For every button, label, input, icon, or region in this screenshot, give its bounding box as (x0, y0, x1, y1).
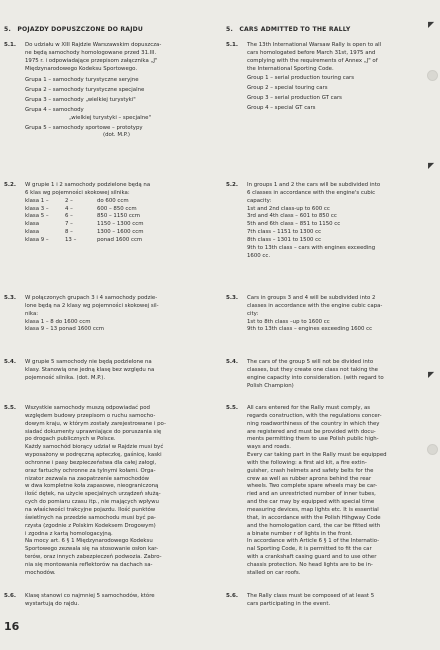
text-line: W połączonych grupach 3 i 4 samochody podzie- (25, 295, 158, 301)
text-line: measuring devices, map lights etc. It is essential (247, 506, 379, 513)
text-line: ments permitting them to use Polish public high- (247, 436, 379, 443)
text-line: All cars entered for the Rally must comply, as (247, 405, 371, 411)
text-line: 7th class – 1151 to 1300 cc (247, 229, 322, 236)
right-section-5-4 (226, 359, 434, 390)
section-number: 5.3. (226, 295, 239, 301)
text-line: regards construction, with the regulations concer- (247, 412, 382, 419)
text-line: Klasę stanowi co najmniej 5 samochodów, które (25, 593, 155, 599)
section-number: 5.5. (226, 405, 239, 411)
text-line: 6 classes in accordance with the engine's cubic (247, 189, 376, 196)
text-line: Wszystkie samochody muszą odpowiadać pod (25, 405, 150, 411)
text-line: a binate number r of lights in the front. (247, 530, 353, 537)
text-line: wyposażony w podręczną apteczkę, gaśnicę, kaski (25, 452, 162, 459)
class-row: klasa 9 – 13 – ponad 1600 ccm (25, 236, 143, 243)
text-line: nika: (25, 310, 39, 317)
text-line: 9th to 13th class – cars with engines exceeding (247, 244, 376, 251)
text-line: 1600 cc. (247, 252, 271, 259)
left-heading (4, 26, 216, 33)
text-line: The cars of the group 5 will not be divided into (247, 359, 374, 365)
group-line: Group 2 – special touring cars (247, 85, 328, 92)
text-line: chassis protection. No head lights are to be in- (247, 561, 373, 568)
text-line: cych do pomiaru czasu itp., nie mających wpływu (25, 499, 159, 506)
text-line: świetlnych na przedzie samochodu musi być pa- (25, 514, 156, 521)
page-corner-arrow-icon: ◤ (428, 161, 435, 170)
text-line: and the homologation card, the car be fitted with (247, 522, 381, 529)
text-line: oraz fartuchy ochronne za tylnymi kołami. Orga- (25, 467, 156, 474)
text-line: W grupie 5 samochody nie będą podzielone na (25, 359, 152, 365)
right-section-5-6 (226, 593, 434, 609)
right-section-5-1 (226, 42, 434, 113)
text-line: In accordance with Article 6 § 1 of the Internatio- (247, 538, 380, 545)
text-line: ways and roads. (247, 444, 291, 451)
section-number: 5.5. (4, 405, 17, 411)
right-heading (226, 26, 434, 33)
page-number: 16 (4, 620, 20, 633)
section-number: 5.4. (4, 359, 17, 365)
text-line: stalled on car roofs. (247, 569, 301, 576)
text-line: Na mocy art. 6 § 1 Międzynarodowego Kodeksu (25, 538, 153, 545)
text-line: klasa 1 – 8 do 1600 ccm (25, 318, 91, 325)
text-line: Sportowego zezwala się na stosowanie osłon kar- (25, 546, 159, 553)
text-line: ne będą samochody homologowane przed 31.III. (25, 49, 157, 56)
right-section-5-2 (226, 182, 434, 260)
text-line: ochronne i pasy bezpieczeństwa dla całej załogi, (25, 459, 157, 466)
text-line: The Rally class must be composed of at least 5 (247, 593, 375, 599)
left-heading-title: POJAZDY DOPUSZCZONE DO RAJDU (17, 26, 144, 33)
text-line: Every car taking part in the Rally must be equipped (247, 452, 387, 459)
left-section-5-1 (4, 42, 216, 140)
english-column (226, 26, 434, 607)
page-corner-arrow-icon: ◤ (428, 370, 435, 379)
text-line: siadać dokumenty uprawniające do poruszania się (25, 428, 162, 435)
text-line: klasa 9 – 13 ponad 1600 ccm (25, 326, 105, 333)
text-line: 9th to 13th class – engines exceeding 1600 cc (247, 326, 373, 333)
text-line: with a crankshaft casing guard and to use other (247, 554, 377, 561)
section-number: 5.6. (4, 593, 17, 599)
text-line: i zgodna z kartą homologacyjną. (25, 530, 113, 537)
left-section-5-2 (4, 182, 216, 245)
text-line: terów, oraz innych zabezpieczeń podwozia. Zabro- (25, 554, 162, 561)
text-line: capacity: (247, 197, 272, 204)
text-line: W grupie 1 i 2 samochody podzielone będą na (25, 182, 151, 188)
text-line: pojemność silnika. (dot. M.P.). (25, 374, 106, 381)
text-line: that, in accordance with the Polish Hihgway Code (247, 514, 381, 521)
text-line: wheels. Two complete spare wheels may be car- (247, 483, 378, 490)
text-line: with the following: a first aid kit, a fire extin- (247, 459, 367, 466)
text-line: lone będą na 2 klasy wg pojemności skokowej sil- (25, 302, 159, 309)
group-line: „wielkiej turystyki – specjalne" (69, 114, 151, 121)
text-line: nia się montowania reflektorów na dachach sa- (25, 561, 153, 568)
binder-hole-icon (427, 444, 438, 455)
group-line: Grupa 1 – samochody turystyczne seryjne (25, 77, 139, 84)
left-section-5-5 (4, 405, 216, 578)
text-line: nal Sporting Code, it is permitted to fit the car (247, 546, 372, 553)
text-line: The 13th International Warsaw Rally is open to all (247, 42, 382, 48)
text-line: wystartują do rajdu. (25, 600, 80, 607)
group-line: Grupa 3 – samochody „wielkiej turystyki" (25, 97, 136, 104)
text-line: crew as well as rubber aprons behind the rear (247, 475, 372, 482)
text-line: complying with the requirements of Annex „J" of (247, 57, 378, 64)
text-line: are registered and must be provided with docu- (247, 428, 376, 435)
text-line: the International Sporting Code. (247, 65, 334, 72)
right-heading-title: CARS ADMITTED TO THE RALLY (239, 26, 351, 33)
section-number: 5.1. (226, 42, 239, 48)
page-corner-arrow-icon: ◤ (428, 20, 435, 29)
text-line: Każdy samochód biorący udział w Rajdzie musi być (25, 444, 164, 451)
section-number: 5.1. (4, 42, 17, 48)
text-line: względem budowy przepisom o ruchu samocho- (25, 412, 156, 419)
group-line: Group 3 – serial production GT cars (247, 95, 342, 102)
right-section-5-5 (226, 405, 434, 578)
text-line: city: (247, 310, 259, 317)
text-line: Cars in groups 3 and 4 will be subdivided into 2 (247, 295, 376, 301)
text-line: nizator zezwala na zaopatrzenie samochodów (25, 475, 150, 482)
text-line: mochodów. (25, 569, 56, 576)
text-line: cars homologated before March 31st, 1975 and (247, 49, 376, 56)
text-line: 1st to 8th class –up to 1600 cc (247, 318, 330, 325)
text-line: 6 klas wg pojemności skokowej silnika: (25, 189, 130, 196)
text-line: 8th class – 1301 to 1500 cc (247, 236, 322, 243)
right-heading-number: 5. (226, 26, 233, 33)
text-line: w dwa kompletne koła zapasowe, nieograniczoną (25, 483, 159, 490)
polish-column (4, 26, 216, 607)
text-line: ilość dętek, na użycie specjalnych urządzeń służą- (25, 491, 161, 498)
text-line: Międzynarodowego Kodeksu Sportowego. (25, 65, 138, 72)
section-number: 5.4. (226, 359, 239, 365)
text-line: dowym kraju, w którym zostały zarejestrowane i po- (25, 420, 166, 427)
left-section-5-6 (4, 593, 216, 609)
class-row: klasa 3 – 4 – 600 – 850 ccm (25, 205, 137, 212)
text-line: classes in accordance with the engine cubic capa- (247, 302, 383, 309)
section-number: 5.3. (4, 295, 17, 301)
text-line: klasy. Stanowią one jedną klasę bez względu na (25, 366, 155, 373)
left-section-5-3 (4, 295, 216, 334)
class-row: klasa 5 – 6 – 850 – 1150 ccm (25, 213, 141, 220)
section-number: 5.6. (226, 593, 239, 599)
text-line: rzysta (zgodnie z Polskim Kodeksem Drogowym) (25, 522, 156, 529)
text-line: classes, but they create one class not taking the (247, 366, 378, 373)
class-row: klasa 7 – 1150 – 1300 ccm (25, 221, 144, 228)
text-line: ning roadworthiness of the country in which they (247, 420, 380, 427)
text-line: Polish Champion) (247, 382, 294, 389)
text-line: 5th and 6th class – 851 to 1150 cc (247, 221, 341, 228)
text-line: and the car may by equipped with special time (247, 499, 375, 506)
group-line: Group 1 – serial production touring cars (247, 75, 355, 82)
text-line: 1st and 2nd class-up to 600 cc (247, 205, 330, 212)
right-section-5-3 (226, 295, 434, 334)
left-heading-number: 5. (4, 26, 11, 33)
group-line: Grupa 2 – samochody turystyczne specjalne (25, 87, 145, 94)
text-line: po drogach publicznych w Polsce. (25, 436, 116, 443)
text-line: 1975 r. i odpowiadające przepisom załącznika „J" (25, 57, 158, 64)
group-line: Group 4 – special GT cars (247, 104, 316, 111)
group-line: Grupa 5 – samochody sportowe – prototypy (25, 124, 143, 131)
group-line: Grupa 4 – samochody (25, 106, 84, 113)
left-section-5-4 (4, 359, 216, 383)
binder-hole-icon (427, 70, 438, 81)
section-number: 5.2. (226, 182, 239, 188)
text-line: cars participating in the event. (247, 600, 331, 607)
class-row: klasa 8 – 1300 – 1600 ccm (25, 229, 144, 236)
text-line: na właściwości trakcyjne pojazdu. Ilość punktów (25, 506, 156, 513)
text-line: ried and an unrestricted number of inner tubes, (247, 491, 376, 498)
group-line: (dot. M.P.) (103, 132, 130, 139)
text-line: guisher, crash helmets and safety belts for the (247, 467, 374, 474)
text-line: Do udziału w XIII Rajdzie Warszawskim dopuszcza- (25, 42, 162, 48)
text-line: In groups 1 and 2 the cars will be subdivided into (247, 182, 381, 188)
text-line: 3rd and 4th class – 601 to 850 cc (247, 213, 337, 220)
class-row: klasa 1 – 2 – do 600 ccm (25, 197, 129, 204)
section-number: 5.2. (4, 182, 17, 188)
text-line: engine capacity into consideration. (with regard to (247, 374, 384, 381)
